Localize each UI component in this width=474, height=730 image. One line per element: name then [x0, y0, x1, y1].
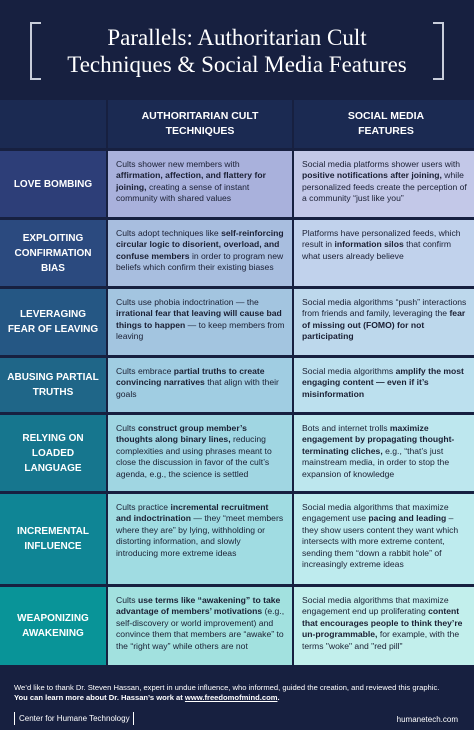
cult-technique-cell: Cults adopt techniques like self-reinforcing circular logic to disorient, overload, and confuse members in order to program new beliefs which confirm their existing biases: [108, 220, 292, 286]
row-label: RELYING ON LOADED LANGUAGE: [0, 415, 106, 491]
cult-technique-cell: Cults shower new members with affirmation, affection, and flattery for joining, creating a sense of instant community with shared values: [108, 151, 292, 217]
footer: [0, 676, 474, 730]
row-label: LOVE BOMBING: [0, 151, 106, 217]
row-label: LEVERAGING FEAR OF LEAVING: [0, 289, 106, 355]
column-header-cult-line2: TECHNIQUES: [165, 125, 235, 137]
cult-technique-cell: Cults practice incremental recruitment and indoctrination — they “meet members where they are” by lying, withholding or distorting information, and slowly introducing more extreme ideas: [108, 494, 292, 584]
social-media-cell: Social media platforms shower users with positive notifications after joining, while personalized feeds create the perception of a community “just like you”: [294, 151, 474, 217]
column-header-social: [294, 100, 474, 148]
social-media-cell: Social media algorithms that maximize engagement end up proliferating content that encourages people to think they’re un-programmable, for example, with the terms "woke" and "red pill": [294, 587, 474, 665]
social-media-cell: Bots and internet trolls maximize engagement by propagating thought-terminating cliches, e.g., “that’s just mainstream media, in order to stop the expansion of knowledge: [294, 415, 474, 491]
social-media-cell: Social media algorithms “push” interactions from friends and family, leveraging the fear of missing out (FOMO) for not participating: [294, 289, 474, 355]
row-label: ABUSING PARTIAL TRUTHS: [0, 358, 106, 412]
row-label: EXPLOITING CONFIRMATION BIAS: [0, 220, 106, 286]
header: [0, 0, 474, 96]
credits: [14, 683, 464, 703]
column-header-social-line2: FEATURES: [358, 125, 414, 137]
social-media-cell: Platforms have personalized feeds, which result in information silos that confirm what users already believe: [294, 220, 474, 286]
page-title: [44, 24, 430, 78]
row-label: INCREMENTAL INFLUENCE: [0, 494, 106, 584]
website-link[interactable]: humanetech.com: [396, 715, 458, 724]
credit-line-2-suffix: .: [277, 693, 280, 702]
right-bracket: [433, 22, 444, 80]
comparison-table: [0, 100, 474, 665]
left-bracket: [30, 22, 41, 80]
credit-line-1: We’d like to thank Dr. Steven Hassan, expert in undue influence, who informed, guided the creation, and reviewed this graphic.: [14, 683, 440, 692]
title-line-1: Parallels: Authoritarian Cult: [107, 25, 367, 50]
credit-line-2-prefix: You can learn more about Dr. Hassan’s work at: [14, 693, 185, 702]
cult-technique-cell: Cults use phobia indoctrination — the irrational fear that leaving will cause bad things to happen — to keep members from leaving: [108, 289, 292, 355]
cult-technique-cell: Cults embrace partial truths to create convincing narratives that align with their goals: [108, 358, 292, 412]
social-media-cell: Social media algorithms that maximize engagement use pacing and leading – they show users content they want which intersects with more extreme content, sending them “down a rabbit hole” of increasingly extreme ideas: [294, 494, 474, 584]
cult-technique-cell: Cults construct group member’s thoughts along binary lines, reducing complexities and using phrases meant to close the discussion in favor of the cult’s agenda, e.g., the science is settled: [108, 415, 292, 491]
cult-technique-cell: Cults use terms like “awakening” to take advantage of members’ motivations (e.g., self-discovery or world improvement) and convince them that members are “awake” to the “right way” while others are not: [108, 587, 292, 665]
row-label: WEAPONIZING AWAKENING: [0, 587, 106, 665]
credit-line-2: [14, 693, 464, 703]
org-logo: Center for Humane Technology: [14, 712, 130, 725]
column-header-cult: [108, 100, 292, 148]
column-header-cult-line1: AUTHORITARIAN CULT: [141, 110, 259, 122]
header-blank-cell: [0, 100, 106, 148]
freedomofmind-link[interactable]: www.freedomofmind.com: [184, 693, 278, 702]
social-media-cell: Social media algorithms amplify the most engaging content — even if it’s misinformation: [294, 358, 474, 412]
column-header-social-line1: SOCIAL MEDIA: [347, 110, 425, 122]
title-line-2: Techniques & Social Media Features: [67, 52, 407, 77]
